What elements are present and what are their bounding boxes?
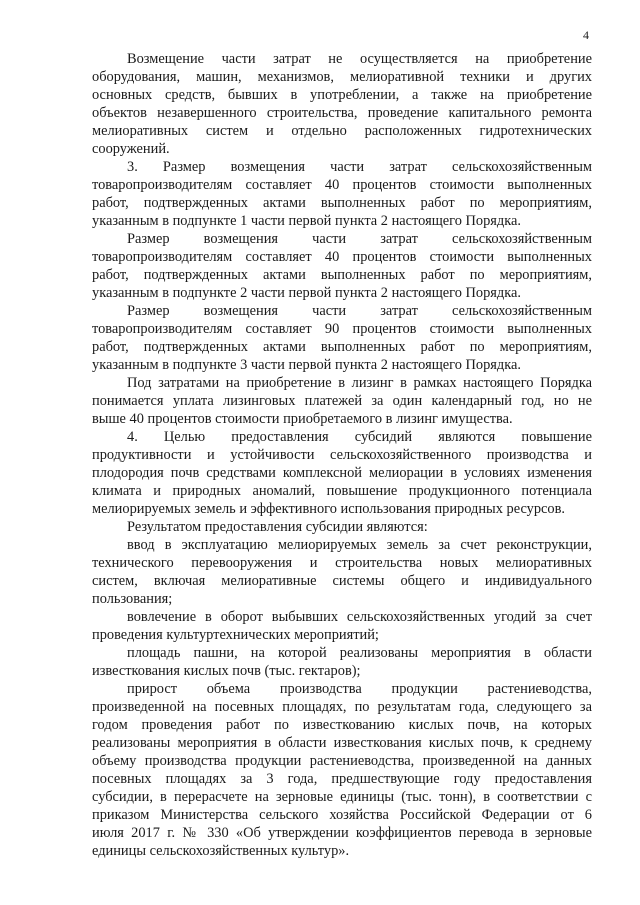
text-line: единицы сельскохозяйственных культур». xyxy=(92,843,350,859)
text-line: работ, подтвержденных актами выполненных работ по мероприятиям, xyxy=(92,195,592,211)
text-line: технического перевооружения и строительства новых мелиоративных xyxy=(92,555,592,571)
paragraph-result-crop-growth xyxy=(92,680,592,860)
paragraph-rate-subitem-3 xyxy=(92,302,592,374)
text-line: работ, подтвержденных актами выполненных работ по мероприятиям, xyxy=(92,339,592,355)
text-line: площадь пашни, на которой реализованы мероприятия в области xyxy=(127,645,592,661)
text-line: товаропроизводителям составляет 40 процентов стоимости выполненных xyxy=(92,177,592,193)
text-line: Под затратами на приобретение в лизинг в рамках настоящего Порядка xyxy=(127,375,592,391)
text-line: основных средств, бывших в употреблении, а также на приобретение xyxy=(92,87,592,103)
text-line: ввод в эксплуатацию мелиорируемых земель за счет реконструкции, xyxy=(127,537,592,553)
text-line: товаропроизводителям составляет 90 процентов стоимости выполненных xyxy=(92,321,592,337)
text-line: климата и природных аномалий, повышение продукционного потенциала xyxy=(92,483,592,499)
paragraph-item-3 xyxy=(92,158,592,230)
text-line: июля 2017 г. № 330 «Об утверждении коэффициентов перевода в зерновые xyxy=(92,825,592,841)
text-line: Размер возмещения части затрат сельскохозяйственным xyxy=(127,231,592,247)
text-line: объему производства продукции растениеводства, произведенной на данных xyxy=(92,753,592,769)
text-line: проведения культуртехнических мероприятий; xyxy=(92,627,379,643)
paragraph-result-commissioning xyxy=(92,536,592,608)
text-line: объектов незавершенного строительства, проведение капитального ремонта xyxy=(92,105,592,121)
text-line: указанным в подпункте 3 части первой пункта 2 настоящего Порядка. xyxy=(92,357,521,373)
document-body xyxy=(92,50,592,860)
text-line: мелиоративных систем и отдельно расположенных гидротехнических xyxy=(92,123,592,139)
text-line: Размер возмещения части затрат сельскохозяйственным xyxy=(127,303,592,319)
text-line: Возмещение части затрат не осуществляется на приобретение xyxy=(127,51,592,67)
text-line: реализованы мероприятия в области известкования кислых почв, к среднему xyxy=(92,735,592,751)
paragraph-results-intro xyxy=(92,518,592,536)
text-line: плодородия почв средствами комплексной мелиорации в условиях изменения xyxy=(92,465,592,481)
text-line: товаропроизводителям составляет 40 процентов стоимости выполненных xyxy=(92,249,592,265)
text-line: пользования; xyxy=(92,591,173,607)
text-line: 4. Целью предоставления субсидий являются повышение xyxy=(127,429,592,445)
paragraph-leasing xyxy=(92,374,592,428)
paragraph-result-land-return xyxy=(92,608,592,644)
text-line: оборудования, машин, механизмов, мелиоративной техники и других xyxy=(92,69,592,85)
text-line: произведенной на посевных площадях, по результатам года, следующего за xyxy=(92,699,592,715)
paragraph-rate-subitem-2 xyxy=(92,230,592,302)
text-line: приказом Министерства сельского хозяйства Российской Федерации от 6 xyxy=(92,807,592,823)
text-line: годом проведения работ по известкованию кислых почв, на которых xyxy=(92,717,592,733)
text-line: сооружений. xyxy=(92,141,170,157)
text-line: вовлечение в оборот выбывших сельскохозяйственных угодий за счет xyxy=(127,609,592,625)
text-line: Результатом предоставления субсидии являются: xyxy=(127,519,428,535)
text-line: субсидии, в перерасчете на зерновые единицы (тыс. тонн), в соответствии с xyxy=(92,789,592,805)
text-line: указанным в подпункте 2 части первой пункта 2 настоящего Порядка. xyxy=(92,285,521,301)
paragraph-exclusions xyxy=(92,50,592,158)
text-line: указанным в подпункте 1 части первой пункта 2 настоящего Порядка. xyxy=(92,213,521,229)
paragraph-item-4 xyxy=(92,428,592,518)
text-line: мелиорируемых земель и эффективного использования природных ресурсов. xyxy=(92,501,566,517)
text-line: известкования кислых почв (тыс. гектаров); xyxy=(92,663,361,679)
text-line: 3. Размер возмещения части затрат сельскохозяйственным xyxy=(127,159,592,175)
paragraph-result-liming-area xyxy=(92,644,592,680)
text-line: работ, подтвержденных актами выполненных работ по мероприятиям, xyxy=(92,267,592,283)
text-line: продуктивности и устойчивости сельскохозяйственного производства и xyxy=(92,447,592,463)
text-line: прирост объема производства продукции растениеводства, xyxy=(127,681,592,697)
text-line: посевных площадях за 3 года, предшествующие году предоставления xyxy=(92,771,592,787)
text-line: систем, включая мелиоративные системы общего и индивидуального xyxy=(92,573,592,589)
text-line: выше 40 процентов стоимости приобретаемого в лизинг имущества. xyxy=(92,411,513,427)
page-number: 4 xyxy=(583,28,589,42)
text-line: понимается уплата лизинговых платежей за один календарный год, но не xyxy=(92,393,592,409)
